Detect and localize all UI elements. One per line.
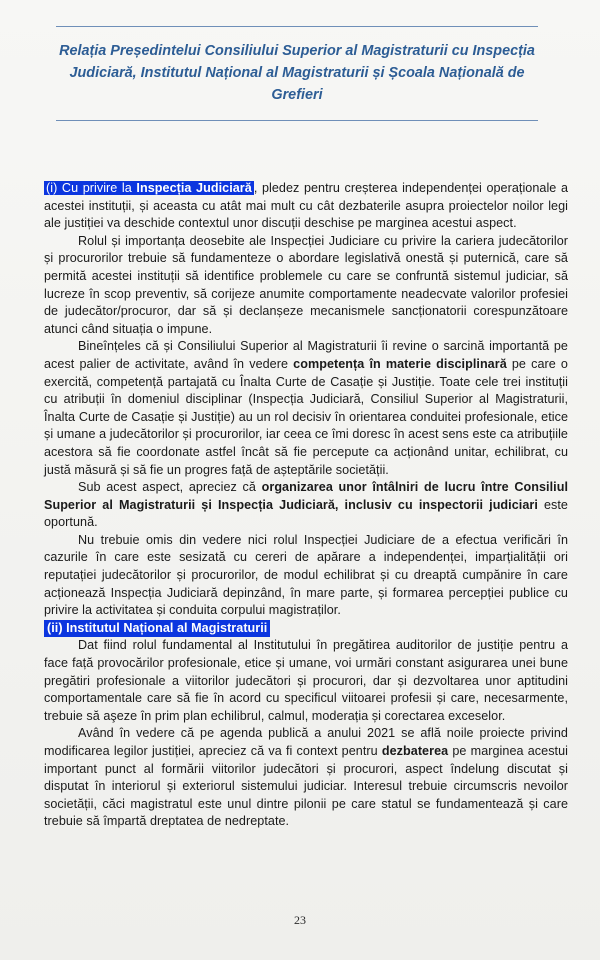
section-i-label-highlight <box>44 181 254 195</box>
section-i-paragraph-2: Rolul și importanța deosebite ale Inspecției Judiciare cu privire la cariera judecătorilor și procurorilor trebuie să fundamenteze o abordare legislativă onestă și puternică, care să permită acestei instituții să identifice problemele cu care se confruntă sistemul judiciar, să lucreze în scop preventiv, să corijeze anumite comportamente neadecvate valorilor profesiei de judecător/procuror, dar să și declanșeze mecanismele sancționatorii corespunzătoare atunci când situația o impune. <box>44 233 568 336</box>
section-i-label-prefix: (i) Cu privire la <box>46 181 137 195</box>
debate-text: dezbaterea <box>381 744 449 758</box>
section-i-paragraph-4-start: Sub acest aspect, apreciez că <box>78 480 262 495</box>
section-i-intro <box>44 180 568 233</box>
section-ii-heading-line <box>44 620 568 638</box>
section-i-paragraph-3-end: pe care o exercită, competență partajată cu Înalta Curte de Casație și Justiție. Toate cele trei instituții cu atribuții în domeniul disciplinar (Inspecția Judiciară, Consiliul Superior al Magistraturii, Înalta Curte de Casație și Justiție) au un rol decisiv în orientarea conduitei profesionale, etice și umane a judecătorilor și procurorilor, iar ceea ce îmi doresc în acest sens este ca atribuțiile acestora să fie coordonate astfel încât să fie percepute ca acționând unitar, echilibrat, cu justă măsură și să fie un progres față de așteptările societății. <box>44 356 568 477</box>
section-ii-heading: (ii) Institutul Național al Magistraturii <box>44 620 270 638</box>
section-ii-paragraph-2 <box>44 725 568 831</box>
section-i-paragraph-4-end: este oportună. <box>44 497 568 530</box>
disciplinary-competence-text: competența în materie disciplinară <box>293 356 507 371</box>
section-i-intro-text: , pledez pentru creșterea independenței operaționale a acestei instituții, și aceasta cu atât mai mult cu cât dezbaterile asupra proiectelor noilor legi ale justiției va deschide contextul unor discuții deschise pe marginea acestui aspect. <box>44 181 569 231</box>
section-ii-paragraph-2-start: Având în vedere că pe agenda publică a anului 2021 se află noile proiecte privind modificarea legilor justiției, apreciez că va fi context pentru <box>44 726 568 758</box>
section-i-paragraph-3-start: Bineînțeles că și Consiliului Superior al Magistraturii îi revine o sarcină importantă pe acest palier de activitate, având în vedere <box>44 339 568 371</box>
section-ii-paragraph-1: Dat fiind rolul fundamental al Institutului în pregătirea auditorilor de justiție pentru a face față provocărilor profesionale, etice și umane, voi urmări constant asigurarea unei bune pregătiri profesionale a viitorilor judecători și procurori, dar și dezvoltarea unor aptitudini comportamentale care să fie în acord cu specificul viitoarei profesii și care, necesarmente, trebuie să aşeze în prim plan echilibrul, calmul, moderația și corectarea exceselor. <box>44 638 568 723</box>
title-top-rule <box>56 26 538 27</box>
section-i-paragraph-4 <box>44 479 568 532</box>
working-meetings-text: organizarea unor întâlniri de lucru între Consiliul Superior al Magistraturii și Inspecția Judiciară, inclusiv cu inspectorii judiciari <box>44 480 568 512</box>
document-body <box>44 180 568 831</box>
section-i-paragraph-3 <box>44 338 568 479</box>
title-bottom-rule <box>56 120 538 121</box>
document-title: Relația Președintelui Consiliului Superior al Magistraturii cu Inspecția Judiciară, Institutul Național al Magistraturii și Școala Națională de Grefieri <box>59 43 535 103</box>
section-ii-paragraph-2-end: pe marginea acestui important punct al formării viitorilor judecători și procurori, aspect îndelung discutat și disputat în interiorul și exteriorul sistemului judiciar. Interesul trebuie circumscris nevoilor societății, căci magistratul este unul dintre pilonii pe care statul se fundamentează și care trebuie să împartă dreptatea de nedreptate. <box>44 744 568 829</box>
section-i-label-bold: Inspecția Judiciară <box>136 181 252 195</box>
page-number: 23 <box>294 913 306 927</box>
section-i-paragraph-5: Nu trebuie omis din vedere nici rolul Inspecției Judiciare de a efectua verificări în cazurile în care este sesizată cu cereri de apărare a independenței, imparțialității ori reputației judecătorilor și procurorilor, de modul echilibrat și cu dreaptă cumpănire în care acționează Inspecția Judiciară depinzând, în mare parte, și formarea percepției publice cu privire la activitatea și conduita corpului magistraților. <box>44 532 568 618</box>
